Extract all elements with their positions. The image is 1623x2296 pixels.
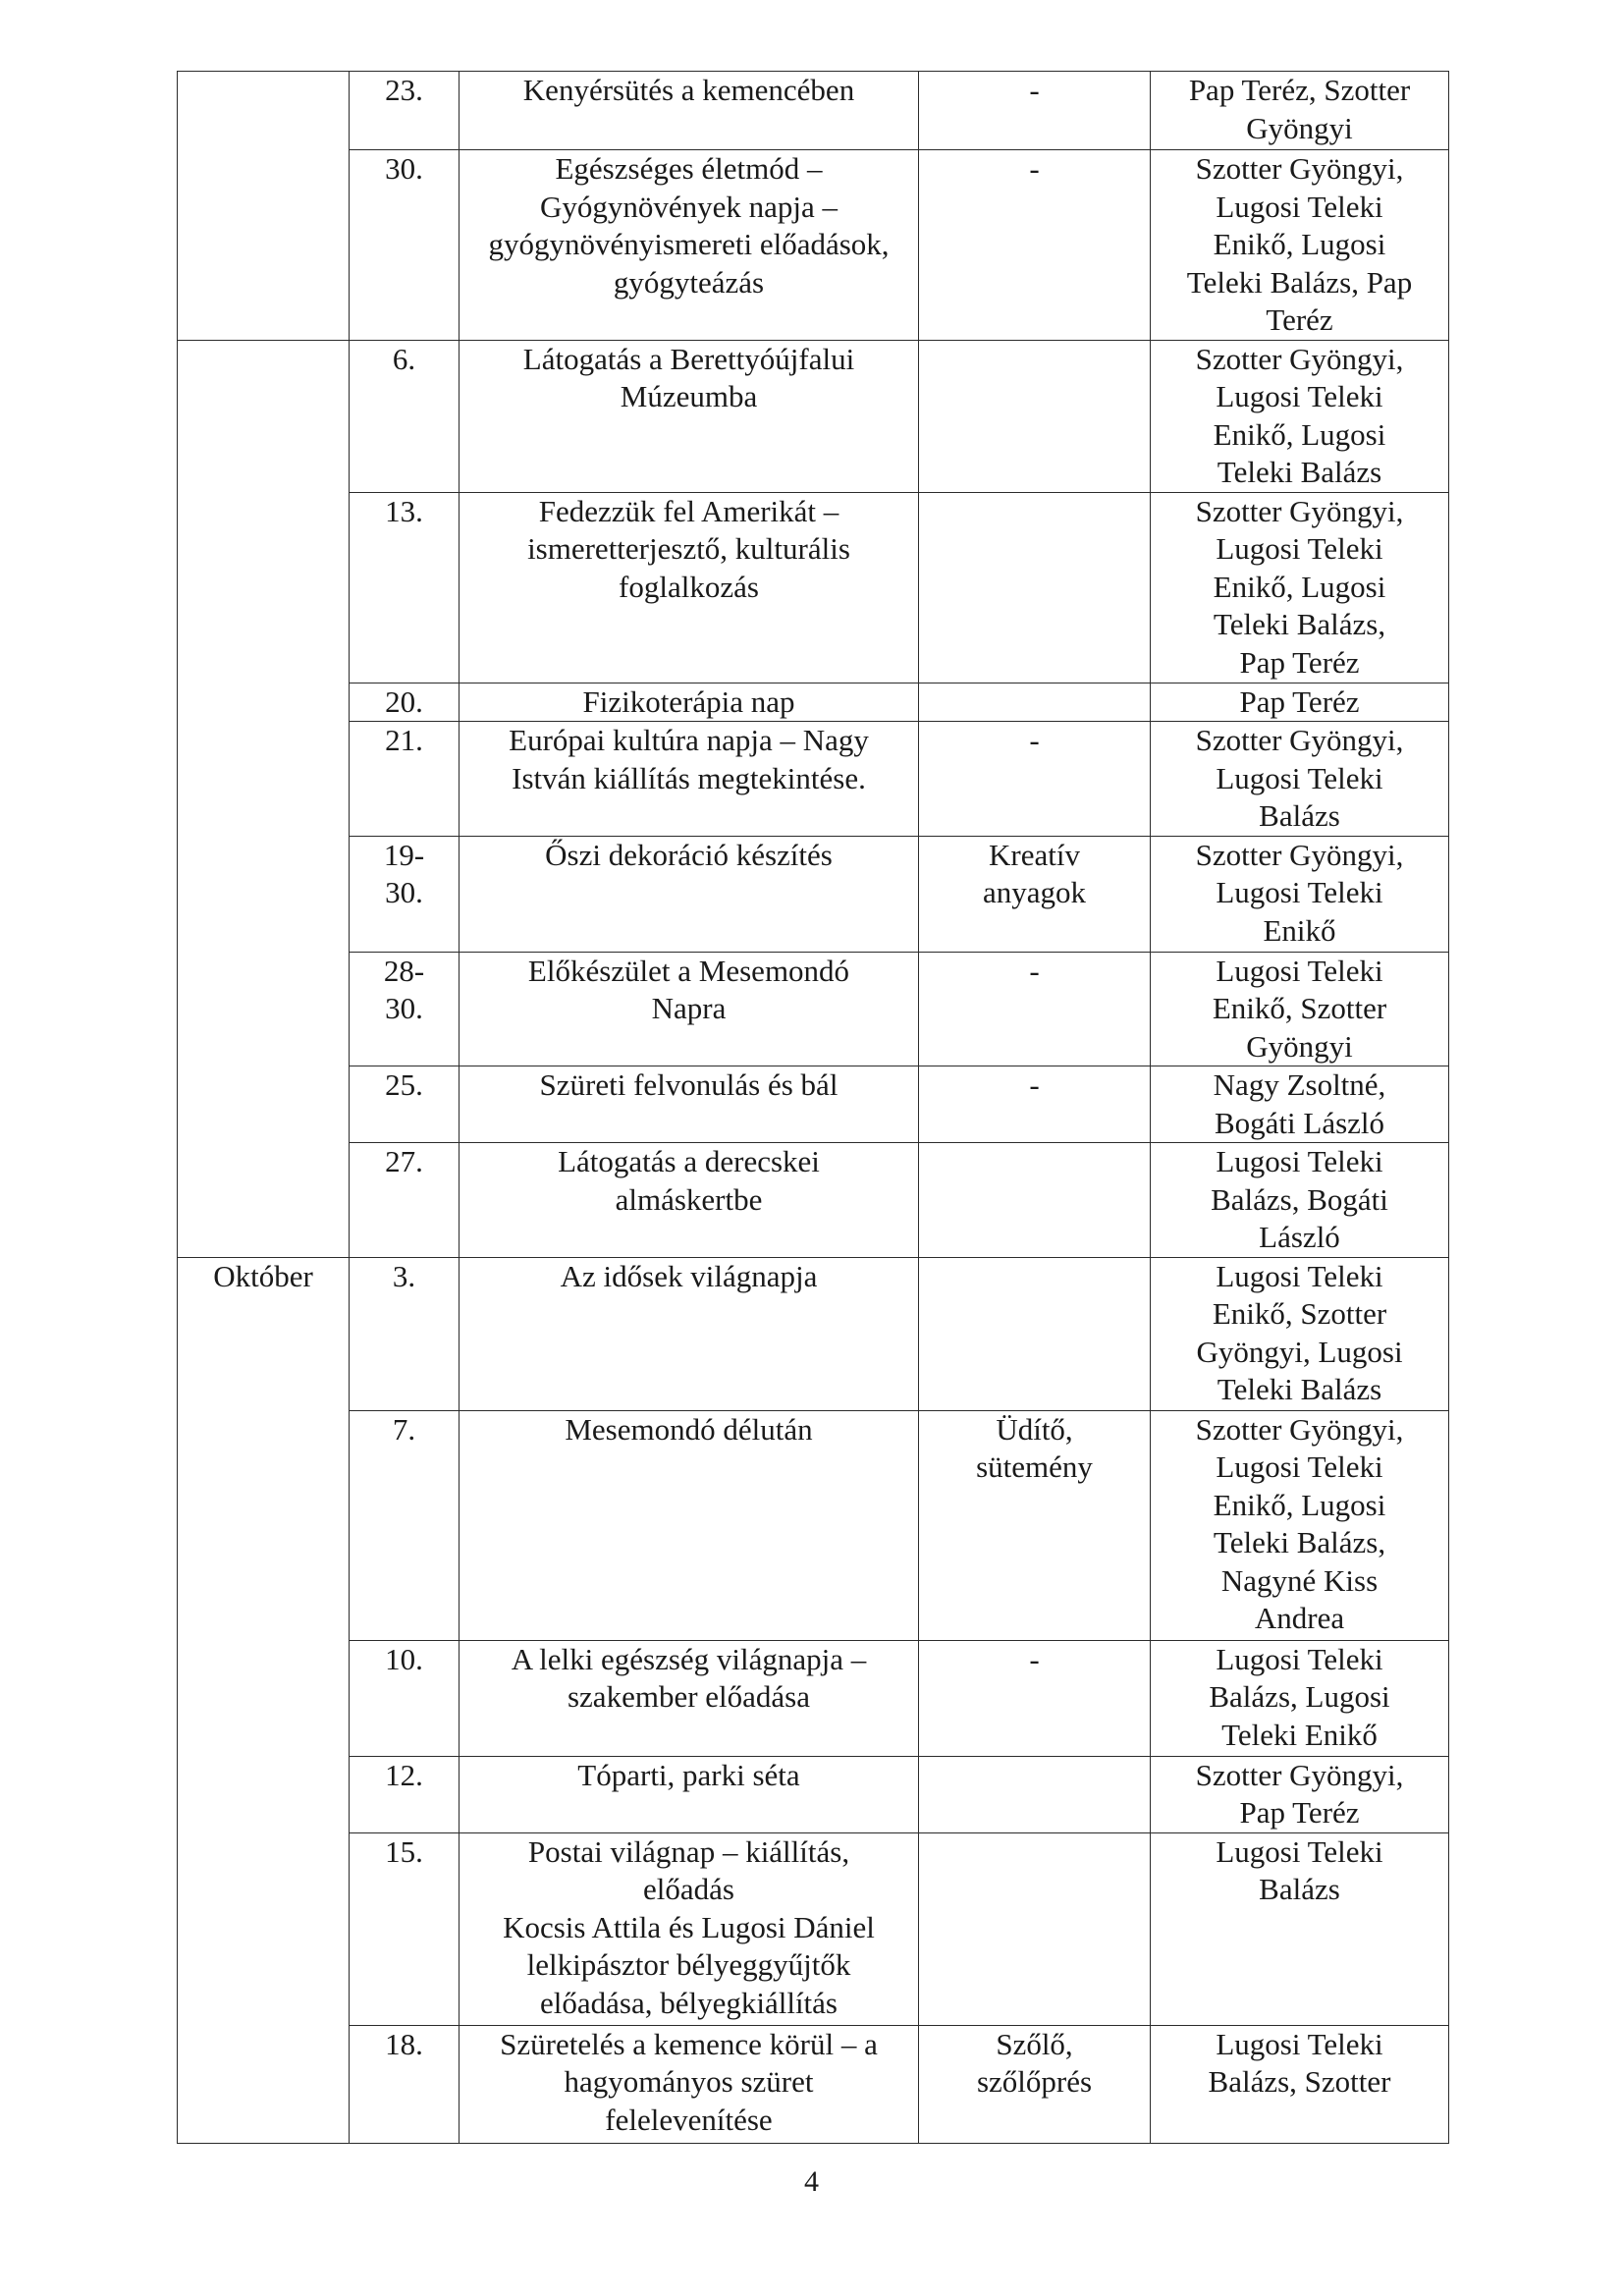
responsible-cell: Szotter Gyöngyi, Lugosi Teleki Enikő, Lugosi Teleki Balázs, Nagyné Kiss Andrea — [1151, 1410, 1449, 1640]
day-cell: 7. — [350, 1410, 460, 1640]
day-cell: 6. — [350, 340, 460, 492]
event-cell: Az idősek világnapja — [460, 1257, 919, 1410]
event-cell: Fedezzük fel Amerikát – ismeretterjesztő, kulturális foglalkozás — [460, 492, 919, 683]
table-row — [178, 1640, 1449, 1756]
event-cell: Látogatás a Berettyóújfalui Múzeumba — [460, 340, 919, 492]
page-number: 4 — [804, 2165, 819, 2198]
responsible-cell: Lugosi Teleki Enikő, Szotter Gyöngyi — [1151, 952, 1449, 1066]
event-cell: Szüreti felvonulás és bál — [460, 1066, 919, 1143]
day-cell: 23. — [350, 72, 460, 150]
day-cell: 25. — [350, 1066, 460, 1143]
responsible-cell: Szotter Gyöngyi, Lugosi Teleki Balázs — [1151, 722, 1449, 837]
event-cell: Előkészület a Mesemondó Napra — [460, 952, 919, 1066]
day-cell: 10. — [350, 1640, 460, 1756]
month-cell-previous — [178, 72, 350, 341]
responsible-cell: Pap Teréz — [1151, 683, 1449, 722]
table-row — [178, 2025, 1449, 2143]
responsible-cell: Szotter Gyöngyi, Pap Teréz — [1151, 1756, 1449, 1832]
responsible-cell: Lugosi Teleki Balázs — [1151, 1832, 1449, 2025]
event-cell: Őszi dekoráció készítés — [460, 836, 919, 952]
responsible-cell: Lugosi Teleki Balázs, Lugosi Teleki Enikő — [1151, 1640, 1449, 1756]
materials-cell: - — [919, 722, 1151, 837]
materials-cell — [919, 340, 1151, 492]
responsible-cell: Szotter Gyöngyi, Lugosi Teleki Enikő, Lugosi Teleki Balázs, Pap Teréz — [1151, 150, 1449, 341]
responsible-cell: Nagy Zsoltné, Bogáti László — [1151, 1066, 1449, 1143]
responsible-cell: Pap Teréz, Szotter Gyöngyi — [1151, 72, 1449, 150]
day-cell: 20. — [350, 683, 460, 722]
materials-cell — [919, 1143, 1151, 1258]
materials-cell — [919, 492, 1151, 683]
table-row — [178, 1410, 1449, 1640]
event-cell: Európai kultúra napja – Nagy István kiállítás megtekintése. — [460, 722, 919, 837]
materials-cell — [919, 1756, 1151, 1832]
materials-cell — [919, 1257, 1151, 1410]
materials-cell: Szőlő, szőlőprés — [919, 2025, 1151, 2143]
day-cell: 13. — [350, 492, 460, 683]
materials-cell: - — [919, 72, 1151, 150]
materials-cell: - — [919, 952, 1151, 1066]
responsible-cell: Lugosi Teleki Balázs, Szotter — [1151, 2025, 1449, 2143]
table-row — [178, 1143, 1449, 1258]
table-row — [178, 1832, 1449, 2025]
materials-cell: - — [919, 1066, 1151, 1143]
table-row — [178, 72, 1449, 150]
materials-cell — [919, 683, 1151, 722]
day-cell: 12. — [350, 1756, 460, 1832]
event-cell: Egészséges életmód – Gyógynövények napja – gyógynövényismereti előadások, gyógyteázás — [460, 150, 919, 341]
event-cell: Postai világnap – kiállítás, előadás Kocsis Attila és Lugosi Dániel lelkipásztor bélyeggyűjtők előadása, bélyegkiállítás — [460, 1832, 919, 2025]
day-cell: 21. — [350, 722, 460, 837]
materials-cell: - — [919, 150, 1151, 341]
table-row — [178, 722, 1449, 837]
responsible-cell: Lugosi Teleki Enikő, Szotter Gyöngyi, Lugosi Teleki Balázs — [1151, 1257, 1449, 1410]
day-cell: 3. — [350, 1257, 460, 1410]
materials-cell: Üdítő, sütemény — [919, 1410, 1151, 1640]
responsible-cell: Lugosi Teleki Balázs, Bogáti László — [1151, 1143, 1449, 1258]
month-cell-october: Október — [178, 1257, 350, 2143]
table-row — [178, 150, 1449, 341]
schedule-table — [177, 71, 1449, 2144]
materials-cell: - — [919, 1640, 1151, 1756]
event-cell: Látogatás a derecskei almáskertbe — [460, 1143, 919, 1258]
responsible-cell: Szotter Gyöngyi, Lugosi Teleki Enikő, Lugosi Teleki Balázs, Pap Teréz — [1151, 492, 1449, 683]
materials-cell: Kreatív anyagok — [919, 836, 1151, 952]
day-cell: 18. — [350, 2025, 460, 2143]
responsible-cell: Szotter Gyöngyi, Lugosi Teleki Enikő — [1151, 836, 1449, 952]
day-cell: 15. — [350, 1832, 460, 2025]
event-cell: Tóparti, parki séta — [460, 1756, 919, 1832]
day-cell: 28- 30. — [350, 952, 460, 1066]
month-cell-september — [178, 340, 350, 1257]
materials-cell — [919, 1832, 1151, 2025]
table-row — [178, 1066, 1449, 1143]
event-cell: A lelki egészség világnapja – szakember előadása — [460, 1640, 919, 1756]
event-cell: Mesemondó délután — [460, 1410, 919, 1640]
table-row — [178, 1756, 1449, 1832]
table-row — [178, 683, 1449, 722]
event-cell: Fizikoterápia nap — [460, 683, 919, 722]
event-cell: Kenyérsütés a kemencében — [460, 72, 919, 150]
responsible-cell: Szotter Gyöngyi, Lugosi Teleki Enikő, Lugosi Teleki Balázs — [1151, 340, 1449, 492]
table-row — [178, 952, 1449, 1066]
table-row — [178, 1257, 1449, 1410]
event-cell: Szüretelés a kemence körül – a hagyományos szüret felelevenítése — [460, 2025, 919, 2143]
day-cell: 30. — [350, 150, 460, 341]
table-row — [178, 836, 1449, 952]
day-cell: 27. — [350, 1143, 460, 1258]
day-cell: 19- 30. — [350, 836, 460, 952]
table-row — [178, 492, 1449, 683]
table-row — [178, 340, 1449, 492]
